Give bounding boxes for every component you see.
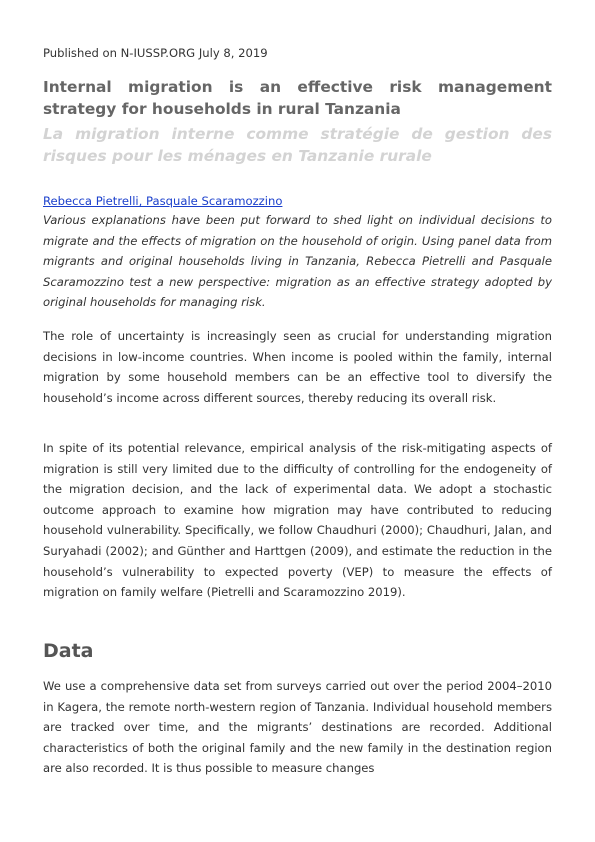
authors-link[interactable]: Rebecca Pietrelli, Pasquale Scaramozzino — [43, 194, 283, 208]
article-abstract: Various explanations have been put forward to shed light on individual decisions to migrate and the effects of migration on the household of origin. Using panel data from migrants and original households living in Tanzania, Rebecca Pietrelli and Pasquale Scaramozzino test a new perspective: migration as an effective strategy adopted by original households for managing risk. — [43, 213, 552, 310]
section-heading-data: Data — [43, 640, 94, 662]
article-title-french: La migration interne comme stratégie de gestion des risques pour les ménages en Tanzanie rurale — [43, 125, 552, 165]
body-paragraph-3: We use a comprehensive data set from surveys carried out over the period 2004–2010 in Kagera, the remote north-western region of Tanzania. Individual household members are tracked over time, and the migrants’ destinations are recorded. Additional characteristics of both the original family and the new family in the destination region are also recorded. It is thus possible to measure changes — [43, 679, 552, 776]
published-date: Published on N-IUSSP.ORG July 8, 2019 — [43, 46, 268, 60]
body-paragraph-1: The role of uncertainty is increasingly seen as crucial for understanding migration decisions in low-income countries. When income is pooled within the family, internal migration by some household members can be an effective tool to diversify the household’s income across different sources, thereby reducing its overall risk. — [43, 329, 552, 405]
body-paragraph-2: In spite of its potential relevance, empirical analysis of the risk-mitigating aspects of migration is still very limited due to the difficulty of controlling for the endogeneity of the migration decision, and the lack of experimental data. We adopt a stochastic outcome approach to examine how migration may have contributed to reducing household vulnerability. Specifically, we follow Chaudhuri (2000); Chaudhuri, Jalan, and Suryahadi (2002); and Günther and Harttgen (2009), and estimate the reduction in the household’s vulnerability to expected poverty (VEP) to measure the effects of migration on family welfare (Pietrelli and Scaramozzino 2019). — [43, 441, 552, 600]
article-title-english: Internal migration is an effective risk management strategy for households in rural Tanzania — [43, 78, 552, 118]
